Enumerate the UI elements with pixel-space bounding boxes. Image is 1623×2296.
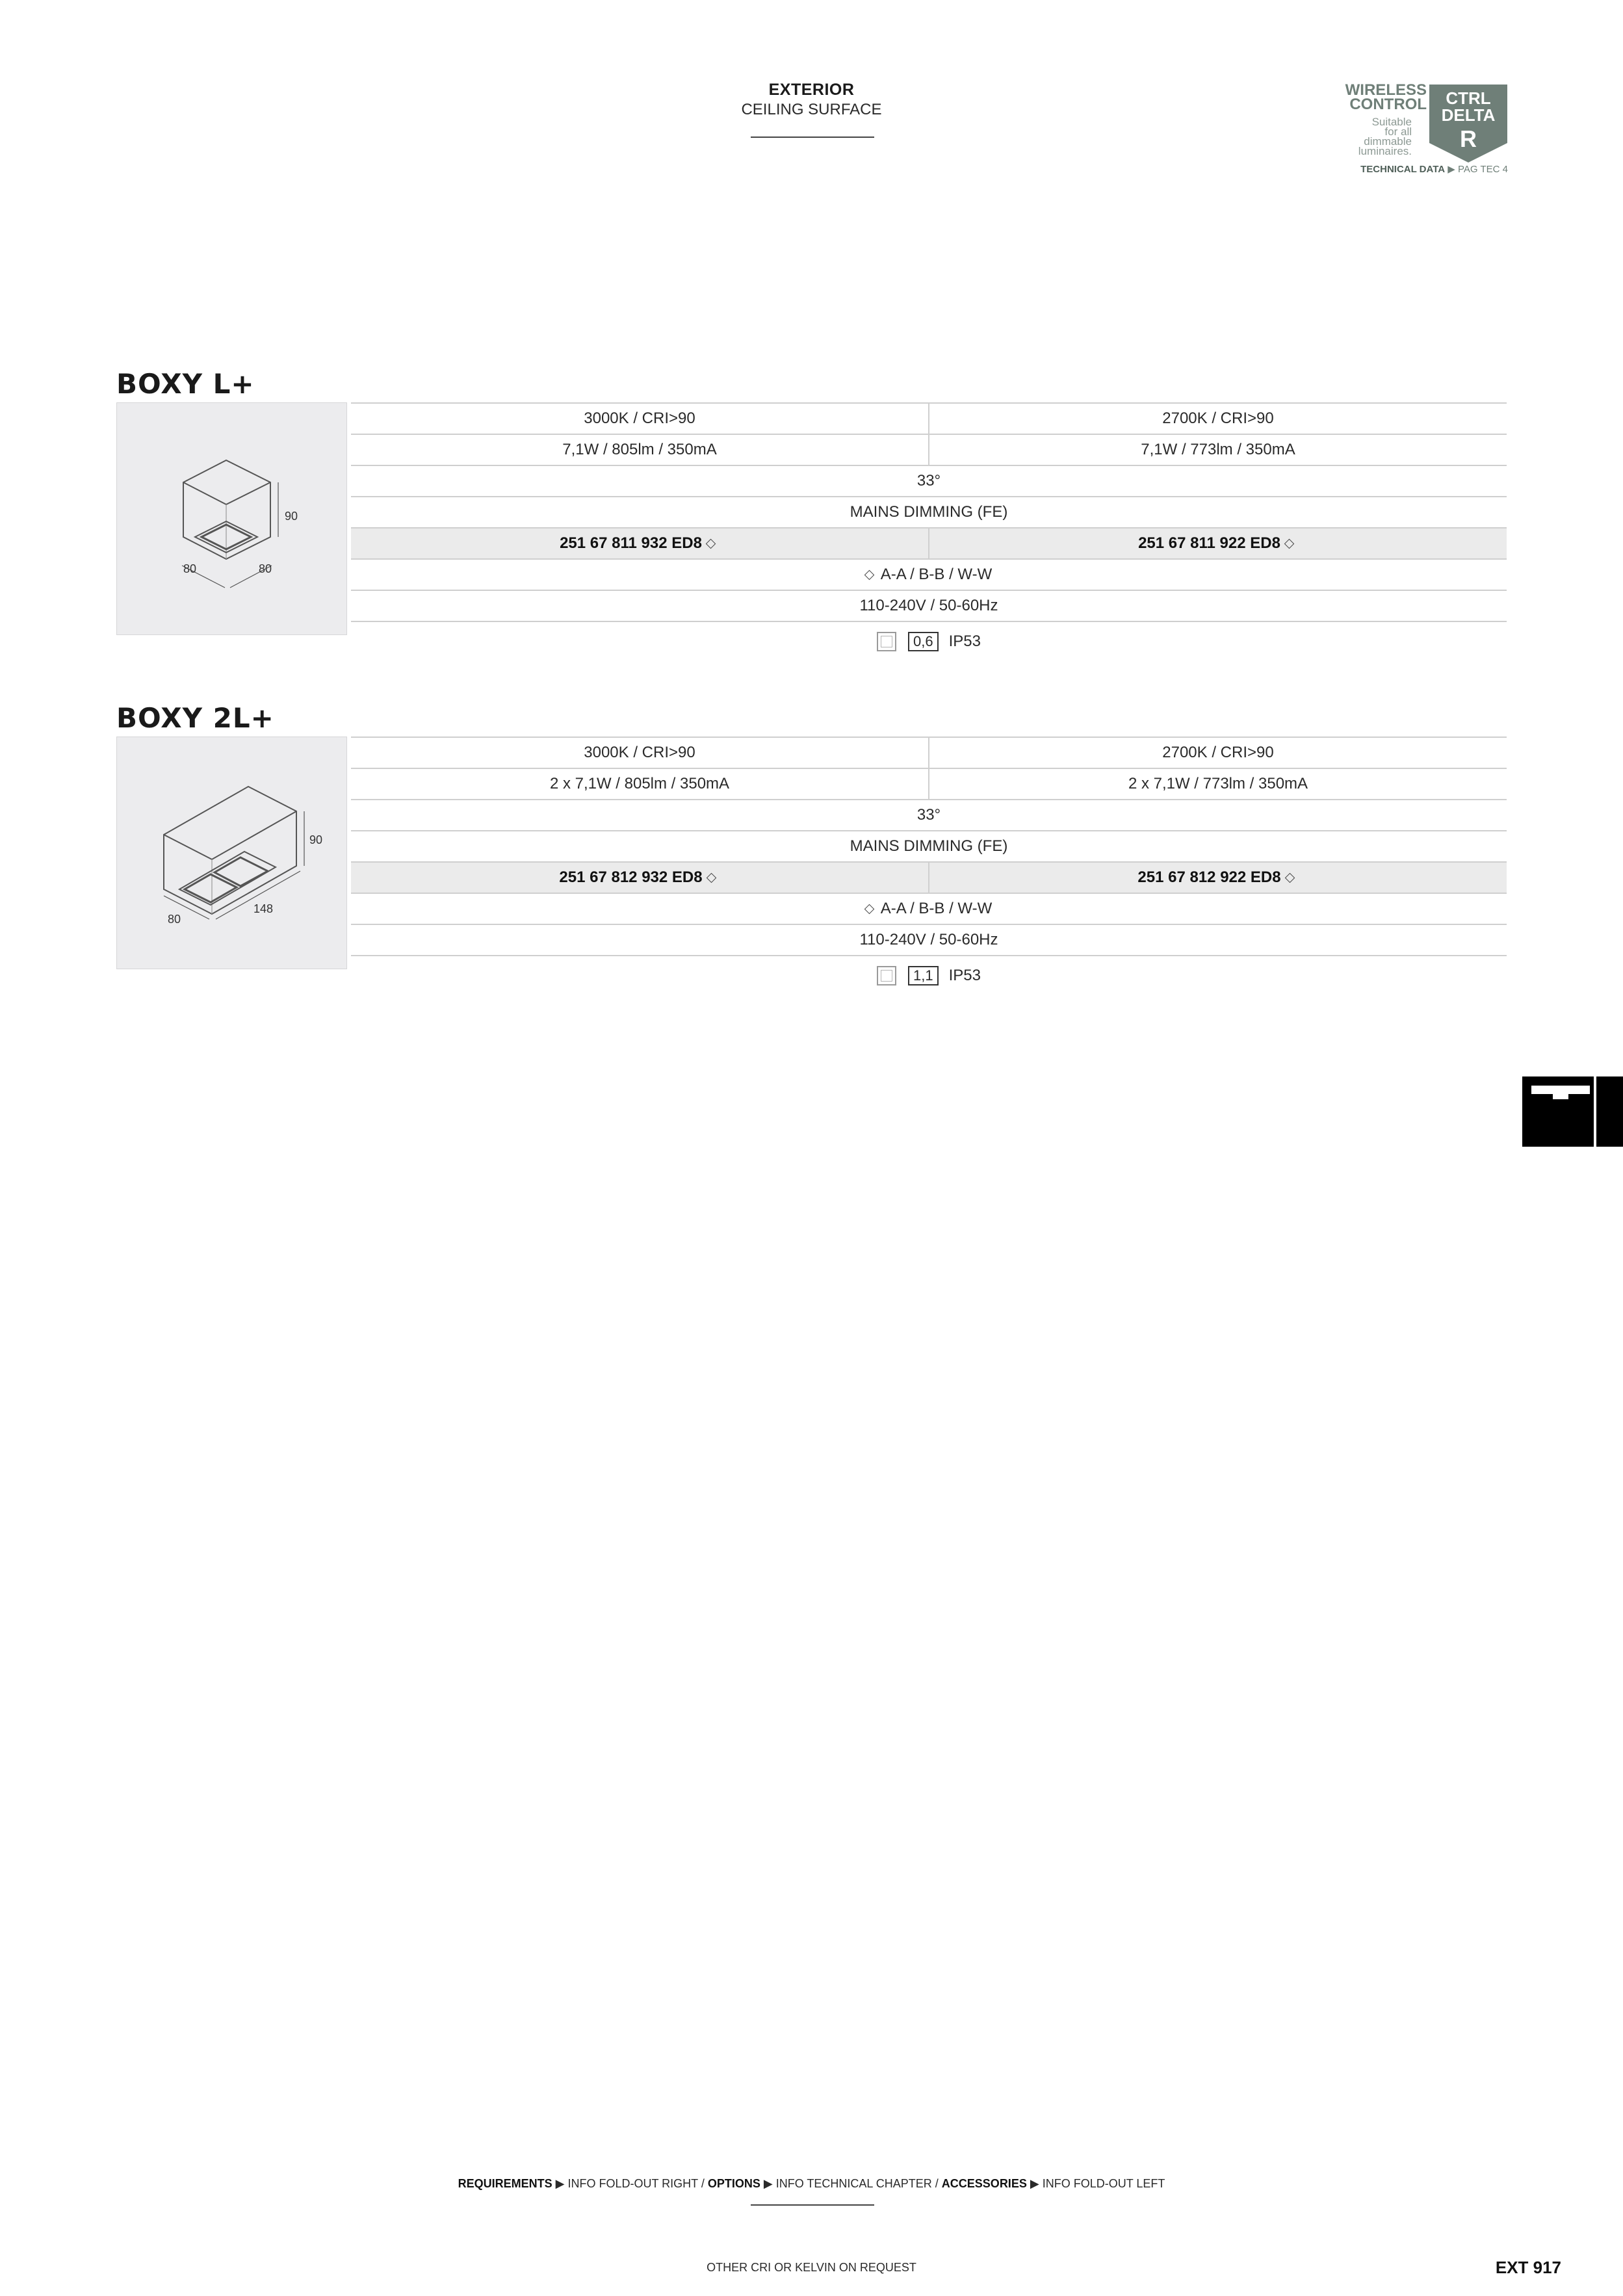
table-row [351, 496, 1507, 527]
product-title: BOXY 2L+ [116, 702, 274, 734]
requirements-info: INFO FOLD-OUT RIGHT / [567, 2177, 705, 2190]
table-row [351, 924, 1507, 956]
accessories-label[interactable]: ACCESSORIES [941, 2177, 1027, 2190]
diamond-icon [706, 872, 716, 883]
product-code[interactable] [351, 528, 928, 558]
diamond-icon [1284, 872, 1295, 883]
technical-data-reference[interactable] [1267, 163, 1508, 175]
diamond-icon [706, 538, 716, 549]
cct-cell: 3000K / CRI>90 [584, 744, 695, 761]
dim-width: 80 [259, 562, 272, 575]
arrow-right-icon: ▶ [1448, 164, 1455, 175]
cct-cell: 2700K / CRI>90 [928, 404, 1507, 434]
finishes [351, 894, 1507, 924]
product-title: BOXY L+ [116, 368, 255, 400]
ceiling-surface-icon [1522, 1076, 1623, 1147]
dim-width: 148 [253, 902, 274, 915]
wireless-line-1: WIRELESS [1345, 81, 1427, 99]
header-divider [751, 137, 874, 138]
beam-angle: 33° [916, 472, 941, 489]
table-row [351, 527, 1507, 558]
table-row [351, 830, 1507, 861]
dim-depth: 80 [168, 913, 181, 926]
table-row [351, 558, 1507, 590]
ip-line [351, 622, 1507, 661]
product-code[interactable] [351, 863, 928, 893]
technical-data-page: PAG TEC 4 [1458, 164, 1508, 175]
category-title: EXTERIOR [768, 81, 855, 99]
arrow-right-icon: ▶ [763, 2177, 773, 2190]
diamond-icon [864, 569, 874, 580]
product-drawing [116, 402, 347, 635]
power-cell: 2 x 7,1W / 805lm / 350mA [549, 775, 730, 792]
spec-table [351, 402, 1507, 661]
product-code-text: 251 67 811 922 ED8 [1138, 534, 1280, 552]
class-square-icon [877, 632, 896, 651]
wireless-note [1326, 117, 1412, 156]
voltage: 110-240V / 50-60Hz [859, 597, 998, 614]
dimming-type: MAINS DIMMING (FE) [850, 503, 1008, 521]
ip-rating: IP53 [948, 633, 981, 650]
ip-rating: IP53 [948, 967, 981, 984]
power-cell: 2 x 7,1W / 773lm / 350mA [928, 769, 1507, 799]
wireless-note-line: dimmable [1364, 135, 1412, 148]
finishes-text: A-A / B-B / W-W [880, 900, 993, 917]
dimming-type: MAINS DIMMING (FE) [850, 837, 1008, 855]
beam-angle: 33° [916, 806, 941, 824]
table-row [351, 434, 1507, 465]
dim-height: 90 [309, 833, 323, 846]
class-square-icon [877, 966, 896, 985]
cct-cell: 2700K / CRI>90 [928, 738, 1507, 768]
options-label[interactable]: OPTIONS [707, 2177, 760, 2190]
wireless-note-line: Suitable [1371, 116, 1412, 128]
footer-divider [751, 2204, 874, 2206]
table-row [351, 799, 1507, 830]
product-code[interactable] [928, 528, 1507, 558]
requirements-label[interactable]: REQUIREMENTS [458, 2177, 552, 2190]
cct-cell: 3000K / CRI>90 [584, 410, 695, 427]
weight-value: 0,6 [908, 632, 939, 651]
table-row [351, 590, 1507, 622]
category-subtitle: CEILING SURFACE [741, 101, 882, 118]
double-box-drawing-icon [117, 737, 348, 970]
wireless-note-line: for all [1384, 125, 1412, 138]
product-drawing [116, 737, 347, 969]
finishes [351, 560, 1507, 590]
ctrl-line-1: CTRL [1446, 88, 1491, 108]
table-row [351, 893, 1507, 924]
single-box-drawing-icon [117, 403, 348, 636]
accessories-info: INFO FOLD-OUT LEFT [1042, 2177, 1165, 2190]
arrow-right-icon: ▶ [555, 2177, 565, 2190]
footer-note: OTHER CRI OR KELVIN ON REQUEST [707, 2261, 916, 2274]
wireless-control-label [1326, 83, 1427, 112]
wireless-note-line: luminaires. [1358, 145, 1412, 157]
table-row [351, 861, 1507, 893]
technical-data-label: TECHNICAL DATA [1360, 164, 1446, 175]
voltage: 110-240V / 50-60Hz [859, 931, 998, 948]
page-number: EXT 917 [1495, 2258, 1561, 2277]
diamond-icon [864, 904, 874, 914]
ip-line [351, 956, 1507, 995]
table-row [351, 737, 1507, 768]
power-cell: 7,1W / 805lm / 350mA [562, 441, 717, 458]
spec-table [351, 737, 1507, 995]
footer-references [325, 2177, 1298, 2191]
table-row [351, 402, 1507, 434]
ctrl-line-2: DELTA [1441, 105, 1496, 125]
product-code-text: 251 67 812 932 ED8 [559, 868, 703, 886]
wireless-line-2: CONTROL [1349, 96, 1427, 113]
weight-value: 1,1 [908, 966, 939, 985]
arrow-right-icon: ▶ [1030, 2177, 1039, 2190]
dim-height: 90 [285, 510, 298, 523]
diamond-icon [1284, 538, 1295, 549]
section-tab[interactable] [1522, 1076, 1623, 1147]
ctrl-letter: R [1460, 125, 1477, 152]
power-cell: 7,1W / 773lm / 350mA [928, 435, 1507, 465]
product-code[interactable] [928, 863, 1507, 893]
options-info: INFO TECHNICAL CHAPTER / [775, 2177, 939, 2190]
finishes-text: A-A / B-B / W-W [880, 566, 993, 583]
table-row [351, 768, 1507, 799]
dim-depth: 80 [183, 562, 197, 575]
ctrl-delta-shield-icon [1429, 85, 1507, 163]
product-code-text: 251 67 812 922 ED8 [1137, 868, 1281, 886]
table-row [351, 465, 1507, 496]
product-code-text: 251 67 811 932 ED8 [560, 534, 702, 552]
